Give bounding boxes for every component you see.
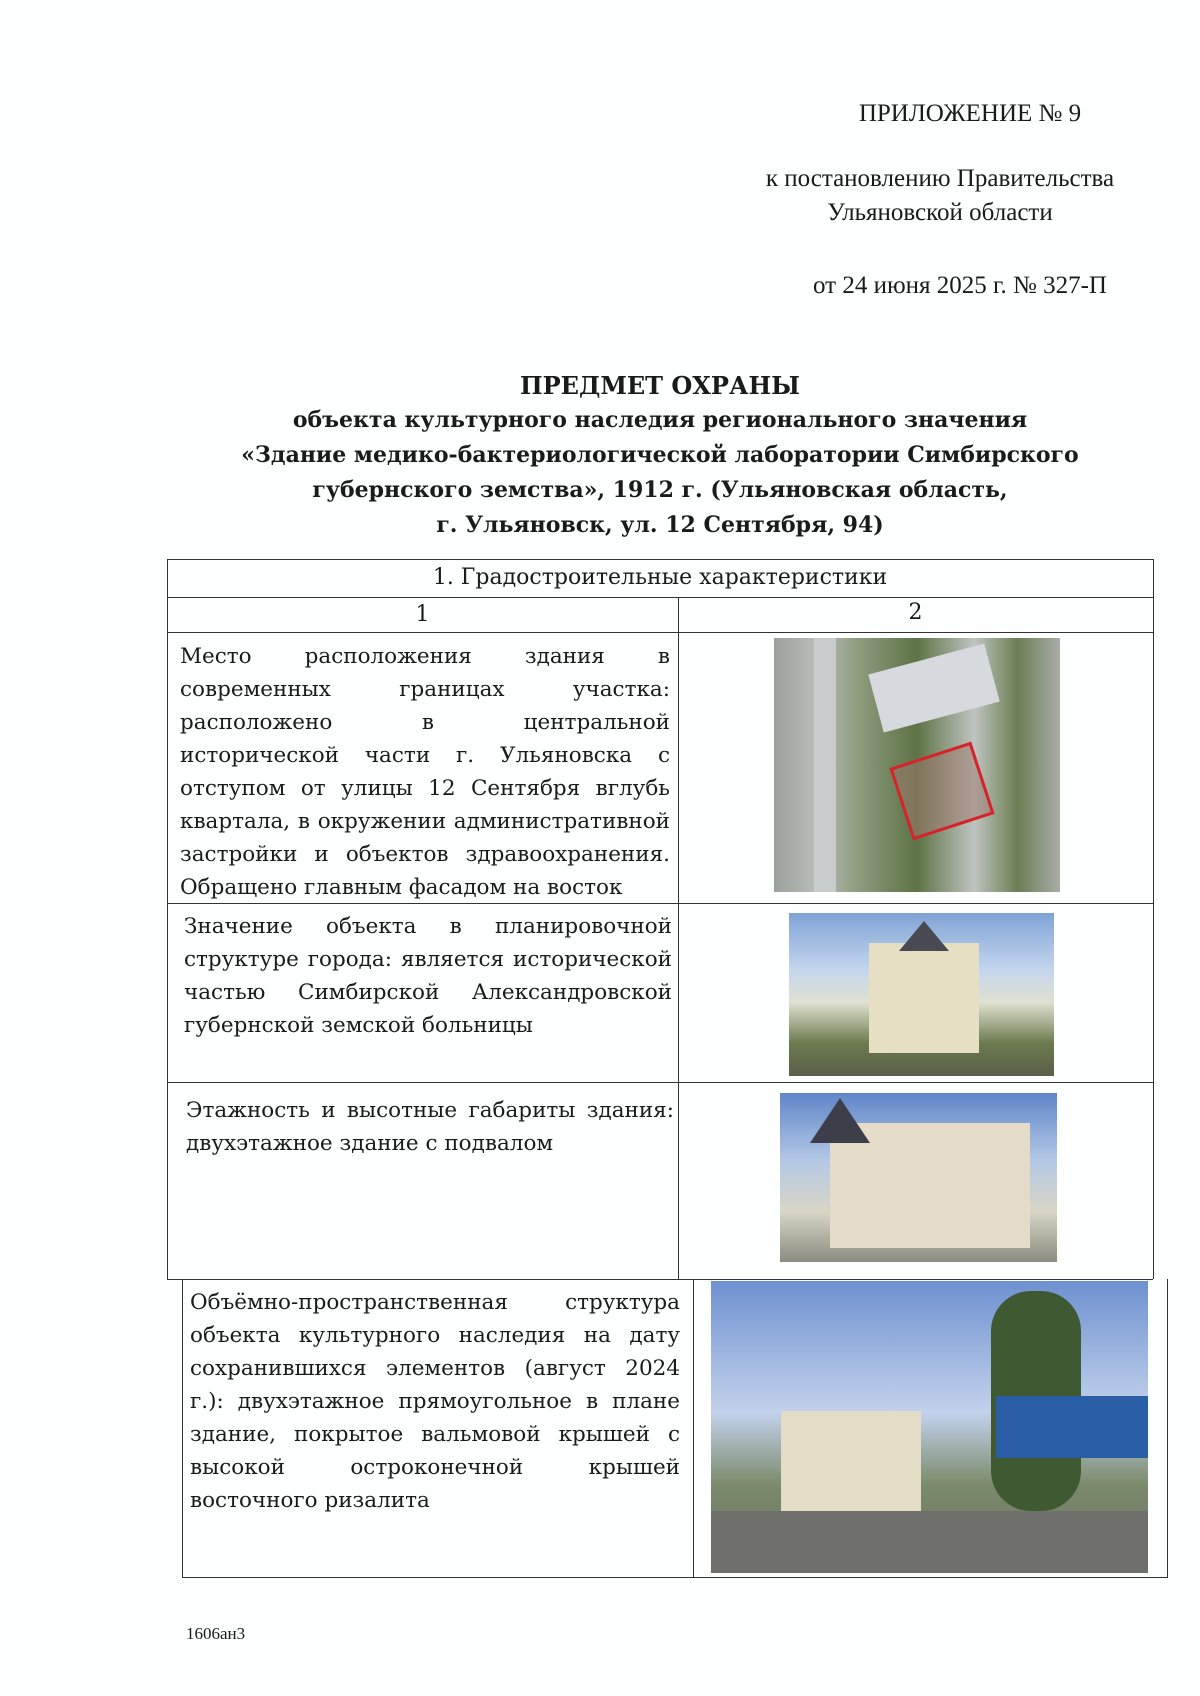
row-text-storeys: Этажность и высотные габариты здания: двухэтажное здание с подвалом [186,1098,674,1156]
building-side-photo [780,1093,1057,1262]
table-border [1153,559,1154,1279]
doc-subtitle-line: объекта культурного наследия регионального значения [292,407,1028,433]
table-border [182,1577,1168,1578]
aerial-site-photo [774,638,1060,892]
building-facade [869,943,979,1053]
table-border [693,1279,694,1577]
document-code: 1606ан3 [186,1624,246,1643]
building-facade [781,1411,921,1511]
row-text-volume: Объёмно-пространственная структура объекта культурного наследия на дату сохранившихся элементов (август 2024 г.): двухэтажное прямоугольное в плане здание, покрытое вальмовой крышей с высокой остроконечной крышей восточного ризалита [190,1290,680,1513]
table-border [167,1279,1153,1280]
site-boundary-marker [889,742,994,841]
institution-sign [996,1396,1148,1458]
courtyard [711,1511,1148,1573]
doc-subtitle-line: г. Ульяновск, ул. 12 Сентября, 94) [436,512,884,538]
column-number-1: 1 [415,602,430,627]
table-border [167,559,168,1279]
doc-title: ПРЕДМЕТ ОХРАНЫ [519,371,801,400]
resolution-date-number: от 24 июня 2025 г. № 327-П [813,272,1107,299]
table-border [167,559,1153,560]
building-volume-photo [711,1281,1148,1573]
building-front-photo [789,913,1054,1076]
table-border [167,632,1153,633]
resolution-ref-line2: Ульяновской области [827,199,1053,226]
street-strip [814,638,836,892]
building-roof [868,643,999,732]
table-border [1167,1279,1168,1577]
roof-peak [899,921,949,951]
row-text-significance: Значение объекта в планировочной структуре города: является исторической частью Симбирской Александровской губернской земской больницы [184,914,672,1038]
doc-subtitle-line: «Здание медико-бактериологической лаборатории Симбирского [241,442,1079,468]
doc-subtitle-line: губернского земства», 1912 г. (Ульяновская область, [312,477,1008,503]
table-border [182,1279,183,1577]
section-heading: 1. Градостроительные характеристики [432,565,888,590]
appendix-number: ПРИЛОЖЕНИЕ № 9 [858,100,1082,127]
table-border [167,1082,1153,1083]
roof-peak [810,1098,870,1143]
table-border [167,597,1153,598]
resolution-ref-line1: к постановлению Правительства [765,165,1115,192]
row-text-location: Место расположения здания в современных границах участка: расположено в центральной исторической части г. Ульяновска с отступом от улицы 12 Сентября вглубь квартала, в окружении административной застройки и объектов здравоохранения. Обращено главным фасадом на восток [180,644,670,900]
column-number-2: 2 [908,600,923,625]
table-border [678,597,679,1279]
